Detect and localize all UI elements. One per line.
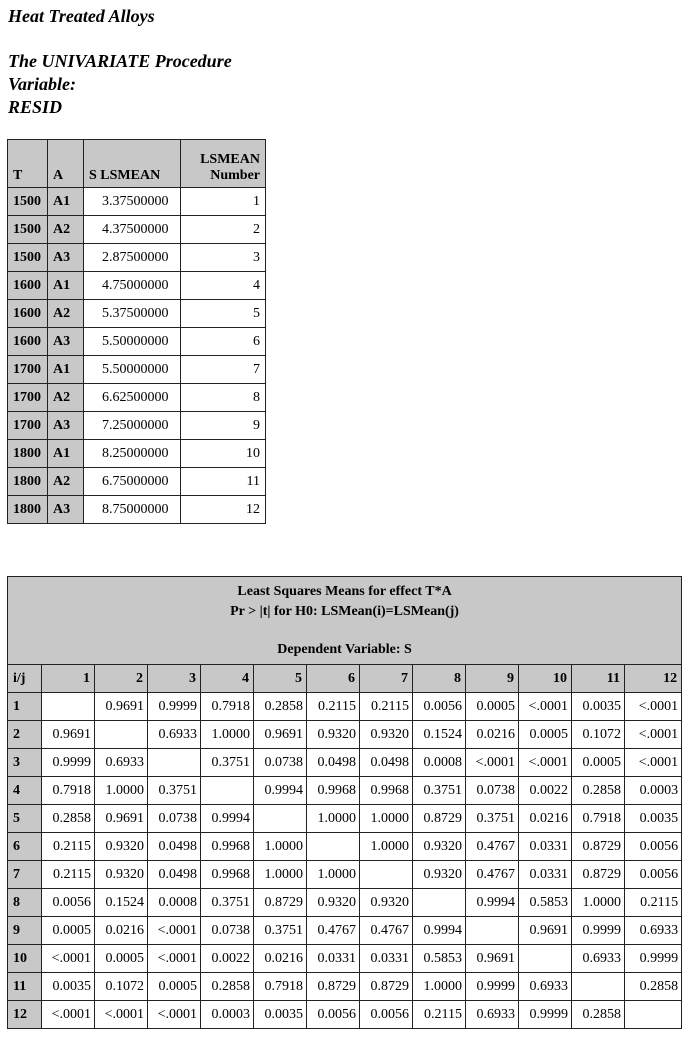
pvalue-cell: 0.9320 — [360, 721, 413, 749]
pvalue-cell: 0.0003 — [201, 1001, 254, 1029]
pvalue-cell: 0.8729 — [413, 805, 466, 833]
pvalue-cell: 1.0000 — [95, 777, 148, 805]
table-row — [8, 749, 682, 777]
lsmean-number: 10 — [181, 440, 266, 468]
pvalue-cell: 0.6933 — [572, 945, 625, 973]
lsmeans-body — [8, 188, 266, 524]
pvalue-cell: <.0001 — [42, 945, 95, 973]
pvalue-cell: 0.6933 — [466, 1001, 519, 1029]
pvalue-cell: 0.1072 — [572, 721, 625, 749]
pvalue-cell: <.0001 — [148, 945, 201, 973]
lsmean-number: 12 — [181, 496, 266, 524]
pvalue-cell: <.0001 — [625, 749, 682, 777]
lsmean-value: 6.75000000 — [84, 468, 181, 496]
pvalue-cell — [95, 721, 148, 749]
column-header: 9 — [466, 665, 519, 693]
lsmeans-header-row — [8, 140, 266, 188]
row-header: 7 — [8, 861, 42, 889]
pvalue-cell: 0.9320 — [95, 861, 148, 889]
row-header: 9 — [8, 917, 42, 945]
row-header: 3 — [8, 749, 42, 777]
row-a-value: A3 — [48, 496, 84, 524]
pvalue-cell: 0.8729 — [360, 973, 413, 1001]
table-row — [8, 973, 682, 1001]
row-t-value: 1700 — [8, 356, 48, 384]
table-row — [8, 188, 266, 216]
pvalue-cell: 0.8729 — [572, 861, 625, 889]
row-t-value: 1500 — [8, 244, 48, 272]
pvalue-cell — [572, 973, 625, 1001]
pvalue-cell: 0.3751 — [413, 777, 466, 805]
table-row — [8, 244, 266, 272]
table-row — [8, 412, 266, 440]
lsmean-value: 8.25000000 — [84, 440, 181, 468]
pvalue-cell: 0.0005 — [95, 945, 148, 973]
pvalue-body — [8, 693, 682, 1029]
pvalue-cell: 0.3751 — [466, 805, 519, 833]
lsmean-value: 6.62500000 — [84, 384, 181, 412]
pvalue-cell: 0.0498 — [307, 749, 360, 777]
pvalue-cell: <.0001 — [466, 749, 519, 777]
lsmean-number: 9 — [181, 412, 266, 440]
pvalue-table — [7, 576, 682, 1029]
table-row — [8, 805, 682, 833]
column-header: 10 — [519, 665, 572, 693]
pvalue-cell: 1.0000 — [201, 721, 254, 749]
column-header: 4 — [201, 665, 254, 693]
pvalue-cell: 0.9320 — [413, 833, 466, 861]
row-t-value: 1600 — [8, 272, 48, 300]
pvalue-cell: 0.3751 — [254, 917, 307, 945]
lsmean-value: 7.25000000 — [84, 412, 181, 440]
col-header-s-lsmean: S LSMEAN — [84, 140, 181, 188]
lsmean-value: 2.87500000 — [84, 244, 181, 272]
row-a-value: A3 — [48, 328, 84, 356]
pvalue-cell: 0.6933 — [148, 721, 201, 749]
pvalue-cell: 0.0056 — [625, 861, 682, 889]
pvalue-cell: 0.0498 — [360, 749, 413, 777]
pvalue-cell: 0.9999 — [519, 1001, 572, 1029]
row-header: 8 — [8, 889, 42, 917]
lsmean-number: 4 — [181, 272, 266, 300]
table-row — [8, 356, 266, 384]
pvalue-cell: 0.0008 — [148, 889, 201, 917]
pvalue-cell: 0.0005 — [519, 721, 572, 749]
pvalue-cell: 0.9968 — [201, 833, 254, 861]
pvalue-cell: 1.0000 — [572, 889, 625, 917]
row-t-value: 1800 — [8, 496, 48, 524]
pvalue-cell — [360, 861, 413, 889]
pvalue-cell: 0.7918 — [254, 973, 307, 1001]
pvalue-cell: 0.7918 — [572, 805, 625, 833]
pvalue-cell: 0.1524 — [413, 721, 466, 749]
pvalue-cell: 0.0005 — [466, 693, 519, 721]
row-header: 12 — [8, 1001, 42, 1029]
pvalue-cell: 0.0035 — [42, 973, 95, 1001]
row-a-value: A2 — [48, 300, 84, 328]
pvalue-cell: 0.9999 — [625, 945, 682, 973]
pvalue-cell: 0.9994 — [254, 777, 307, 805]
pvalue-cell — [148, 749, 201, 777]
pvalue-cell — [42, 693, 95, 721]
table-row — [8, 693, 682, 721]
pvalue-cell: 0.9320 — [95, 833, 148, 861]
column-header: 2 — [95, 665, 148, 693]
pvalue-cell: 0.0035 — [572, 693, 625, 721]
pvalue-cell: 1.0000 — [307, 805, 360, 833]
table-row — [8, 861, 682, 889]
pvalue-cell: 0.9320 — [307, 721, 360, 749]
pvalue-cell: 0.0035 — [254, 1001, 307, 1029]
pvalue-cell: 0.0056 — [625, 833, 682, 861]
column-header: 6 — [307, 665, 360, 693]
row-header: 10 — [8, 945, 42, 973]
lsmean-number: 2 — [181, 216, 266, 244]
lsmean-value: 5.50000000 — [84, 328, 181, 356]
pvalue-cell: 0.4767 — [307, 917, 360, 945]
pvalue-cell: 0.7918 — [42, 777, 95, 805]
pvalue-cell: <.0001 — [519, 693, 572, 721]
row-t-value: 1500 — [8, 216, 48, 244]
pvalue-cell: 0.9999 — [42, 749, 95, 777]
pvalue-cell: 0.9994 — [466, 889, 519, 917]
lsmean-number: 6 — [181, 328, 266, 356]
row-t-value: 1700 — [8, 412, 48, 440]
pvalue-cell: 0.0216 — [95, 917, 148, 945]
report-title: Heat Treated Alloys — [8, 6, 155, 26]
pvalue-cell: 0.3751 — [201, 749, 254, 777]
column-header: 3 — [148, 665, 201, 693]
row-t-value: 1700 — [8, 384, 48, 412]
pvalue-cell: 0.2115 — [413, 1001, 466, 1029]
pvalue-cell: 0.1072 — [95, 973, 148, 1001]
pvalue-cell: 1.0000 — [254, 861, 307, 889]
pvalue-cell: 0.9994 — [413, 917, 466, 945]
pvalue-cell: 0.0216 — [466, 721, 519, 749]
pvalue-cell: 0.0738 — [466, 777, 519, 805]
table-row — [8, 300, 266, 328]
pvalue-cell: 0.6933 — [95, 749, 148, 777]
pvalue-cell: 1.0000 — [360, 833, 413, 861]
pvalue-cell: 1.0000 — [307, 861, 360, 889]
table-row — [8, 216, 266, 244]
pvalue-cell: 0.0331 — [519, 833, 572, 861]
row-t-value: 1800 — [8, 440, 48, 468]
pvalue-cell: 0.2115 — [625, 889, 682, 917]
table-row — [8, 833, 682, 861]
pvalue-cell: 0.3751 — [148, 777, 201, 805]
pvalue-cell — [413, 889, 466, 917]
lsmean-value: 5.50000000 — [84, 356, 181, 384]
pvalue-cell: 0.9994 — [201, 805, 254, 833]
column-header: 12 — [625, 665, 682, 693]
pvalue-cell: 0.5853 — [519, 889, 572, 917]
pvalue-cell — [307, 833, 360, 861]
pvalue-cell: 0.2858 — [572, 777, 625, 805]
row-t-value: 1600 — [8, 328, 48, 356]
pvalue-cell: 0.0216 — [254, 945, 307, 973]
pvalue-cell: 0.9691 — [42, 721, 95, 749]
pvalue-cell: 0.2858 — [201, 973, 254, 1001]
table-row — [8, 272, 266, 300]
column-header: 5 — [254, 665, 307, 693]
pvalue-cell: 0.9320 — [307, 889, 360, 917]
pvalue-cell: 0.8729 — [307, 973, 360, 1001]
row-a-value: A1 — [48, 356, 84, 384]
pvalue-cell: 0.0005 — [42, 917, 95, 945]
row-a-value: A3 — [48, 412, 84, 440]
pvalue-cell: <.0001 — [519, 749, 572, 777]
pvalue-cell: 0.9968 — [360, 777, 413, 805]
pvalue-cell: 0.0022 — [519, 777, 572, 805]
table-row — [8, 721, 682, 749]
pvalue-cell: 0.2858 — [572, 1001, 625, 1029]
row-a-value: A1 — [48, 440, 84, 468]
row-t-value: 1800 — [8, 468, 48, 496]
table-row — [8, 889, 682, 917]
pvalue-cell: 0.9691 — [254, 721, 307, 749]
pvalue-cell: 0.4767 — [360, 917, 413, 945]
lsmean-number: 3 — [181, 244, 266, 272]
pvalue-cell: 0.0005 — [572, 749, 625, 777]
row-header: 6 — [8, 833, 42, 861]
variable-name: RESID — [8, 97, 63, 117]
pvalue-cell: 0.2858 — [42, 805, 95, 833]
pvalue-cell: 0.9691 — [95, 805, 148, 833]
pvalue-cell — [466, 917, 519, 945]
table-row — [8, 384, 266, 412]
pvalue-cell: 0.0008 — [413, 749, 466, 777]
pvalue-cell: 0.0216 — [519, 805, 572, 833]
row-header: 1 — [8, 693, 42, 721]
pvalue-cell: 0.0738 — [201, 917, 254, 945]
pvalue-cell: <.0001 — [148, 1001, 201, 1029]
column-header: 7 — [360, 665, 413, 693]
pvalue-cell: 0.5853 — [413, 945, 466, 973]
pvalue-cell: 0.0331 — [307, 945, 360, 973]
pvalue-cell: 0.0005 — [148, 973, 201, 1001]
pvalue-cell: <.0001 — [95, 1001, 148, 1029]
pvalue-cell: 0.6933 — [519, 973, 572, 1001]
pvalue-cell: 0.9968 — [307, 777, 360, 805]
lsmean-value: 4.75000000 — [84, 272, 181, 300]
pvalue-cell: 0.4767 — [466, 833, 519, 861]
row-a-value: A3 — [48, 244, 84, 272]
row-a-value: A2 — [48, 216, 84, 244]
pvalue-cell: 0.9320 — [413, 861, 466, 889]
column-header: 8 — [413, 665, 466, 693]
pvalue-cell: 0.2115 — [42, 833, 95, 861]
pvalue-cell: 0.0056 — [413, 693, 466, 721]
pvalue-cell — [201, 777, 254, 805]
table-row — [8, 777, 682, 805]
lsmean-number: 11 — [181, 468, 266, 496]
pvalue-cell: 0.2115 — [42, 861, 95, 889]
pvalue-cell: 0.9999 — [148, 693, 201, 721]
table-row — [8, 917, 682, 945]
pvalue-cell — [254, 805, 307, 833]
pvalue-cell: 0.9691 — [466, 945, 519, 973]
pvalue-cell: 0.0056 — [307, 1001, 360, 1029]
lsmean-number: 8 — [181, 384, 266, 412]
pvalue-cell: 0.0738 — [254, 749, 307, 777]
row-header: 5 — [8, 805, 42, 833]
pvalue-cell: 0.9999 — [466, 973, 519, 1001]
pvalue-cell: 0.4767 — [466, 861, 519, 889]
row-a-value: A1 — [48, 272, 84, 300]
caption-line-3: Dependent Variable: S — [277, 641, 412, 657]
pvalue-cell: 0.8729 — [254, 889, 307, 917]
pvalue-cell: 0.9320 — [360, 889, 413, 917]
pvalue-cell: 0.0003 — [625, 777, 682, 805]
pvalue-cell: 1.0000 — [360, 805, 413, 833]
row-a-value: A1 — [48, 188, 84, 216]
table-row — [8, 328, 266, 356]
row-a-value: A2 — [48, 468, 84, 496]
caption-line-1: Least Squares Means for effect T*A — [237, 583, 452, 599]
pvalue-column-header-row — [8, 665, 682, 693]
row-t-value: 1600 — [8, 300, 48, 328]
lsmean-value: 3.37500000 — [84, 188, 181, 216]
table-row — [8, 440, 266, 468]
pvalue-cell — [625, 1001, 682, 1029]
corner-header: i/j — [8, 665, 42, 693]
lsmean-number: 5 — [181, 300, 266, 328]
pvalue-cell: 0.9999 — [572, 917, 625, 945]
table-row — [8, 945, 682, 973]
column-header: 11 — [572, 665, 625, 693]
caption-line-2: Pr > |t| for H0: LSMean(i)=LSMean(j) — [230, 603, 459, 619]
pvalue-cell: 0.6933 — [625, 917, 682, 945]
lsmeans-table — [7, 139, 266, 524]
col-header-a: A — [48, 140, 84, 188]
row-t-value: 1500 — [8, 188, 48, 216]
row-header: 4 — [8, 777, 42, 805]
pvalue-cell: 1.0000 — [254, 833, 307, 861]
pvalue-cell — [519, 945, 572, 973]
pvalue-cell: 0.0498 — [148, 833, 201, 861]
table-row — [8, 1001, 682, 1029]
pvalue-cell: <.0001 — [42, 1001, 95, 1029]
lsmean-number: 7 — [181, 356, 266, 384]
procedure-title: The UNIVARIATE Procedure — [8, 51, 232, 71]
pvalue-cell: 0.9968 — [201, 861, 254, 889]
lsmean-number: 1 — [181, 188, 266, 216]
row-header: 2 — [8, 721, 42, 749]
col-header-t: T — [8, 140, 48, 188]
lsmean-value: 5.37500000 — [84, 300, 181, 328]
row-a-value: A2 — [48, 384, 84, 412]
pvalue-cell: 0.0056 — [360, 1001, 413, 1029]
pvalue-cell: <.0001 — [148, 917, 201, 945]
pvalue-cell: 0.2858 — [254, 693, 307, 721]
col-header-lsmean-number: LSMEAN Number — [181, 140, 266, 188]
pvalue-cell: 0.2858 — [625, 973, 682, 1001]
pvalue-cell: 0.1524 — [95, 889, 148, 917]
pvalue-cell: 0.0498 — [148, 861, 201, 889]
pvalue-cell: <.0001 — [625, 693, 682, 721]
pvalue-caption — [8, 577, 682, 665]
pvalue-cell: 0.3751 — [201, 889, 254, 917]
pvalue-cell: 0.0331 — [519, 861, 572, 889]
table-row — [8, 468, 266, 496]
pvalue-cell: 0.0331 — [360, 945, 413, 973]
pvalue-cell: 0.0738 — [148, 805, 201, 833]
pvalue-cell: 0.2115 — [307, 693, 360, 721]
pvalue-cell: <.0001 — [625, 721, 682, 749]
lsmean-value: 8.75000000 — [84, 496, 181, 524]
pvalue-cell: 0.9691 — [519, 917, 572, 945]
pvalue-cell: 1.0000 — [413, 973, 466, 1001]
pvalue-cell: 0.2115 — [360, 693, 413, 721]
row-header: 11 — [8, 973, 42, 1001]
pvalue-cell: 0.8729 — [572, 833, 625, 861]
table-row — [8, 496, 266, 524]
pvalue-cell: 0.0035 — [625, 805, 682, 833]
column-header: 1 — [42, 665, 95, 693]
pvalue-cell: 0.9691 — [95, 693, 148, 721]
pvalue-cell: 0.7918 — [201, 693, 254, 721]
lsmean-value: 4.37500000 — [84, 216, 181, 244]
pvalue-cell: 0.0056 — [42, 889, 95, 917]
pvalue-caption-row — [8, 577, 682, 665]
variable-label: Variable: — [8, 74, 77, 94]
pvalue-cell: 0.0022 — [201, 945, 254, 973]
